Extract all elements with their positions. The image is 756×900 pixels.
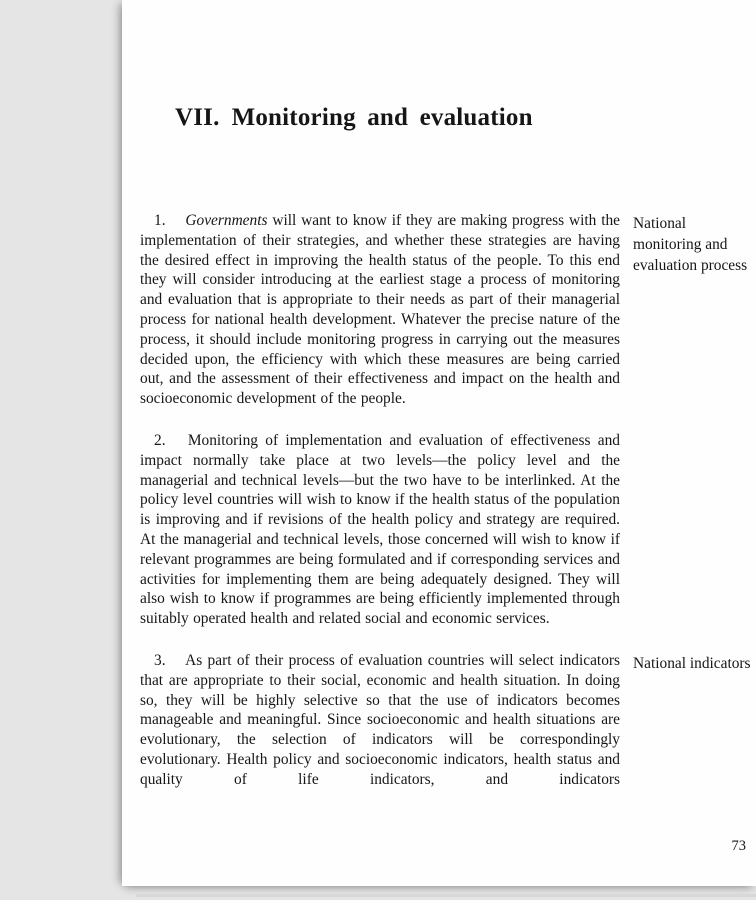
paragraph-1 [140, 211, 756, 409]
paragraph-1-body: will want to know if they are making progress with the implementation of their strategies, and whether these strategies are having the desired effect in improving the health status of the people. To this end they will consider introducing at the earliest stage a process of monitoring and evaluation that is appropriate to their needs as part of their managerial process for national health development. Whatever the precise nature of the process, it should include monitoring progress in carrying out the measures decided upon, the efficiency with which these measures are being carried out, and the assessment of their effectiveness and impact on the health and socioeconomic development of the people. [140, 212, 621, 408]
page-number: 73 [731, 838, 746, 854]
paragraph-2-body: Monitoring of implementation and evaluation of effectiveness and impact normally take place at two levels—the policy level and the managerial and technical levels—but the two have to be interlinked. At the policy level countries will wish to know if the health status of the population is improving and if revisions of the health policy and strategy are required. At the managerial and technical levels, those concerned will wish to know if relevant programmes are being formulated and if corresponding services and activities for implementing them are being adequately designed. They will also wish to know if programmes are being efficiently implemented through suitably operated health and related social and economic services. [140, 431, 620, 628]
paragraph-1-text [140, 211, 620, 409]
next-page-edge [136, 894, 756, 897]
paragraph-2-number: 2. [154, 431, 166, 449]
chapter-heading [175, 103, 533, 133]
paragraph-3-body: As part of their process of evaluation countries will select indicators that are appropriate to their social, economic and health situation. In doing so, they will be highly selective so that the use of indicators becomes manageable and meaningful. Since socioeconomic and health situations are evolutionary, the selection of indicators will be correspondingly evolutionary. Health policy and socioeconomic indicators, health status and quality of life indicators, and indicators [140, 651, 621, 788]
document-page [122, 0, 756, 886]
paragraph-2-text [140, 431, 620, 629]
body-column [140, 211, 756, 790]
paragraph-3-number: 3. [154, 651, 166, 669]
margin-note-monitoring-process: National monitoring and evaluation process [633, 215, 748, 274]
paragraph-1-number: 1. [154, 212, 166, 229]
chapter-title: Monitoring and evaluation [231, 104, 533, 131]
paragraph-1-italic-lead: Governments [185, 212, 268, 229]
paragraph-3 [140, 651, 756, 790]
paragraph-3-text [140, 651, 620, 790]
margin-note-national-indicators: National indicators [633, 654, 751, 672]
chapter-number: VII. [175, 104, 220, 131]
paragraph-2 [140, 431, 756, 629]
